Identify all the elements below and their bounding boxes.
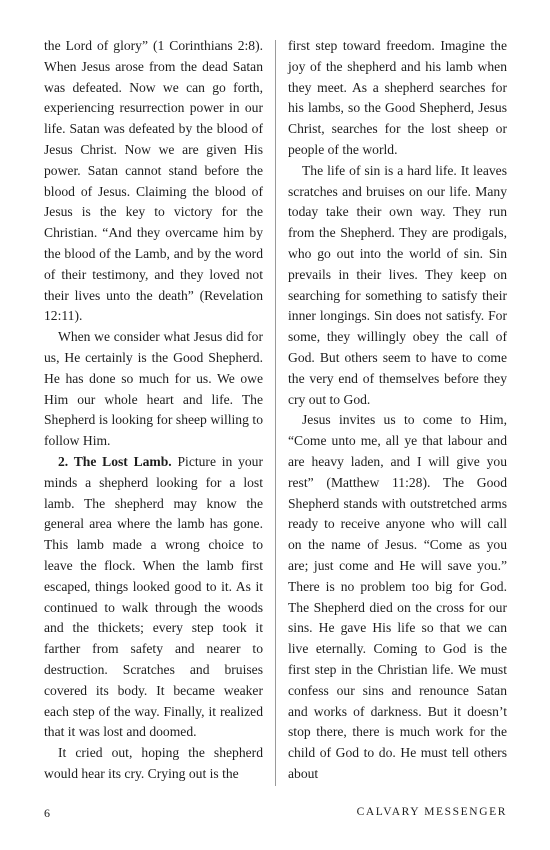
left-paragraph-3-body: Picture in your minds a shepherd looking for a lost lamb. The shepherd may know the general area where the lamb has gone. This lamb made a wrong choice to leave the flock. When the lamb first escaped, things looked good to it. As it continued to walk through the woods and the thickets; every step took it farther from safety and nearer to destruction. Scratches and bruises covered its body. It became weaker each step of the way. Finally, it realized that it was lost and doomed. xyxy=(44,453,263,740)
left-paragraph-3 xyxy=(44,452,263,743)
right-paragraph-1: first step toward freedom. Imagine the joy of the shepherd and his lamb when they meet. As a shepherd searches for his lambs, so the Good Shepherd, Jesus Christ, searches for the lost sheep or people of the world. xyxy=(288,38,507,157)
left-paragraph-1: the Lord of glory” (1 Corinthians 2:8). When Jesus arose from the dead Satan was defeated. Now we can go forth, experiencing resurrection power in our life. Satan was defeated by the blood of Jesus Christ. Now we are given His power. Satan cannot stand before the blood of Jesus. Claiming the blood of Jesus is the key to victory for the Christian. “And they overcame him by the blood of the Lamb, and by the word of their testimony, and they loved not their lives unto the death” (Revelation 12:11). xyxy=(44,38,263,324)
left-paragraph-4: It cried out, hoping the shepherd would hear its cry. Crying out is the xyxy=(44,745,263,781)
right-paragraph-2: The life of sin is a hard life. It leaves scratches and bruises on our life. Many today take their own way. They run from the Shepherd. They are prodigals, who go out into the world of sin. Sin prevails in their lives. They keep on searching for something to satisfy their inner longings. Sin does not satisfy. For some, they willingly obey the call of God. But others seem to have to come the very end of themselves before they cry out to God. xyxy=(288,162,507,407)
right-paragraph-3: Jesus invites us to come to Him, “Come unto me, all ye that labour and are heavy laden, and I will give you rest” (Matthew 11:28). The Good Shepherd stands with outstretched arms ready to receive anyone who will call on the name of Jesus. “Come as you are; just come and He will save you.” There is no problem too big for God. The Shepherd died on the cross for our sins. He gave His life so that we can live eternally. Coming to God is the first step in the Christian life. We must confess our sins and renounce Satan and works of darkness. But it doesn’t stop there, there is much work for the child of God to do. He must tell others about xyxy=(288,412,507,781)
left-paragraph-2: When we consider what Jesus did for us, He certainly is the Good Shepherd. He has done so much for us. We owe Him our whole heart and life. The Shepherd is looking for sheep willing to follow Him. xyxy=(44,329,263,449)
column-divider xyxy=(275,40,276,786)
page-number: 6 xyxy=(44,806,50,820)
section-heading-lost-lamb: 2. The Lost Lamb. xyxy=(58,453,172,469)
right-column xyxy=(288,36,507,785)
running-footer-title: CALVARY MESSENGER xyxy=(356,806,507,818)
left-column xyxy=(44,36,263,785)
